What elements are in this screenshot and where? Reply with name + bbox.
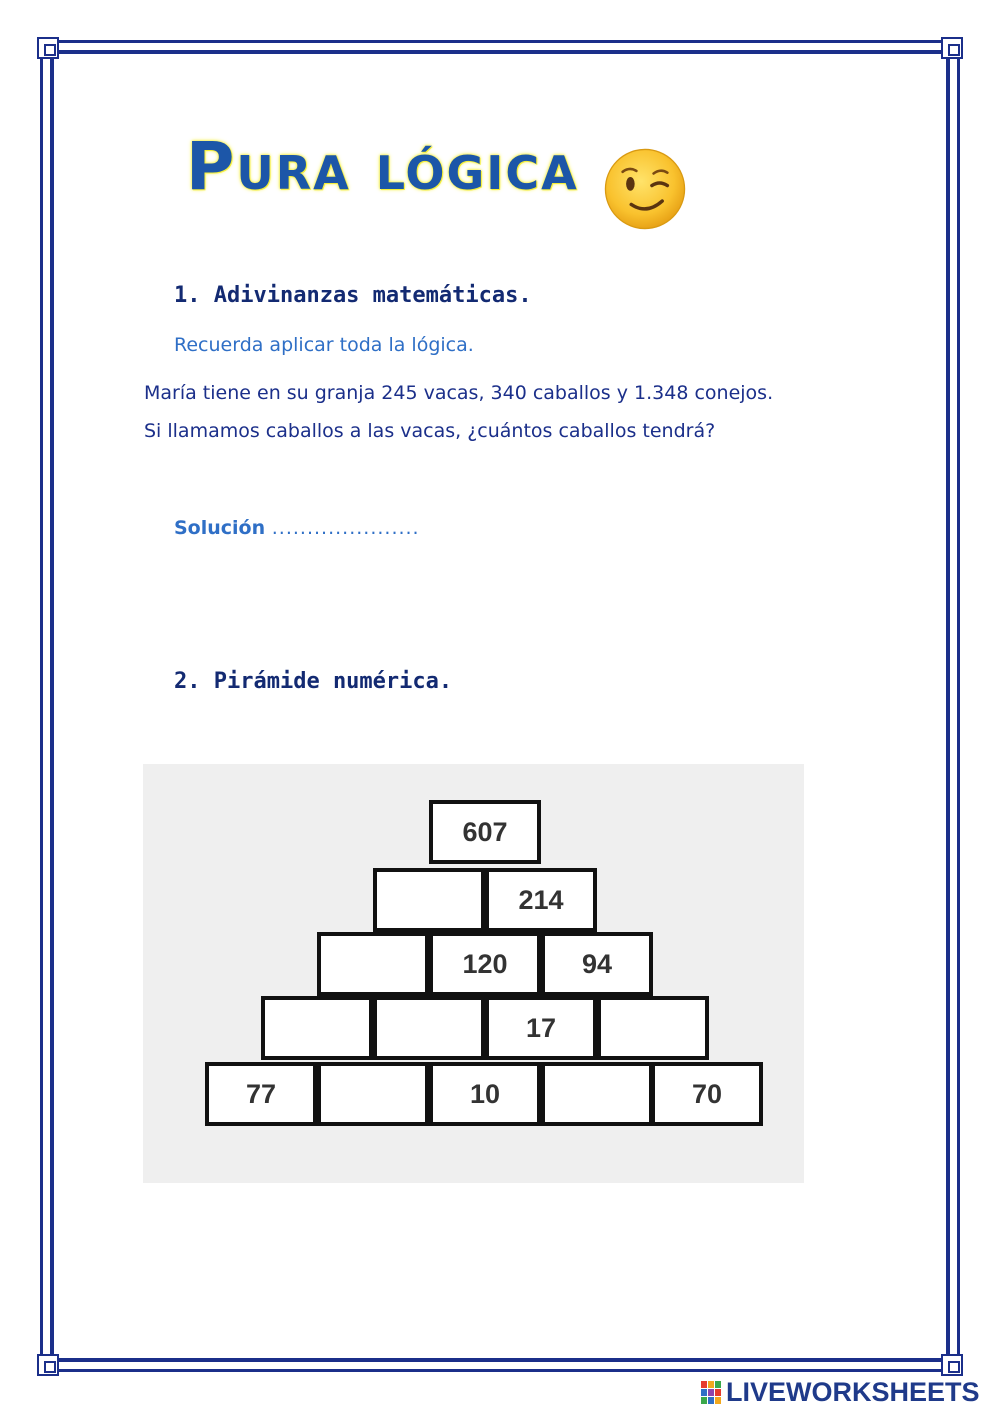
problem-text-line-1: María tiene en su granja 245 vacas, 340 caballos y 1.348 conejos. [144, 382, 774, 404]
pyramid-cell-blank[interactable] [373, 996, 485, 1060]
pyramid-cell-blank[interactable] [541, 1062, 653, 1126]
problem-text-line-2: Si llamamos caballos a las vacas, ¿cuántos caballos tendrá? [144, 420, 716, 442]
solution-label: Solución [174, 517, 266, 539]
number-pyramid [143, 764, 804, 1183]
solution-row [174, 517, 420, 539]
pyramid-cell-blank[interactable] [597, 996, 709, 1060]
corner-ornament-icon [37, 37, 59, 59]
pyramid-cell-blank[interactable] [373, 868, 485, 932]
corner-ornament-icon [941, 1354, 963, 1376]
pyramid-cell: 77 [205, 1062, 317, 1126]
pyramid-cell-blank[interactable] [317, 1062, 429, 1126]
pyramid-cell: 70 [651, 1062, 763, 1126]
corner-ornament-icon [941, 37, 963, 59]
brand-name: LIVEWORKSHEETS [726, 1377, 980, 1407]
solution-answer-blank[interactable]: ..................... [271, 517, 420, 539]
pyramid-cell-blank[interactable] [261, 996, 373, 1060]
liveworksheets-icon [700, 1380, 722, 1406]
page-title: Pura lógica [186, 128, 579, 205]
pyramid-cell: 120 [429, 932, 541, 996]
section-heading-piramide: 2. Pirámide numérica. [174, 669, 453, 694]
pyramid-cell: 17 [485, 996, 597, 1060]
pyramid-cell: 214 [485, 868, 597, 932]
pyramid-cell: 10 [429, 1062, 541, 1126]
pyramid-cell: 94 [541, 932, 653, 996]
pyramid-cell-blank[interactable] [317, 932, 429, 996]
pyramid-cell: 607 [429, 800, 541, 864]
section-heading-adivinanzas: 1. Adivinanzas matemáticas. [174, 283, 532, 308]
hint-text: Recuerda aplicar toda la lógica. [174, 334, 474, 356]
corner-ornament-icon [37, 1354, 59, 1376]
liveworksheets-logo[interactable] [700, 1377, 980, 1408]
winking-face-icon [602, 146, 688, 232]
